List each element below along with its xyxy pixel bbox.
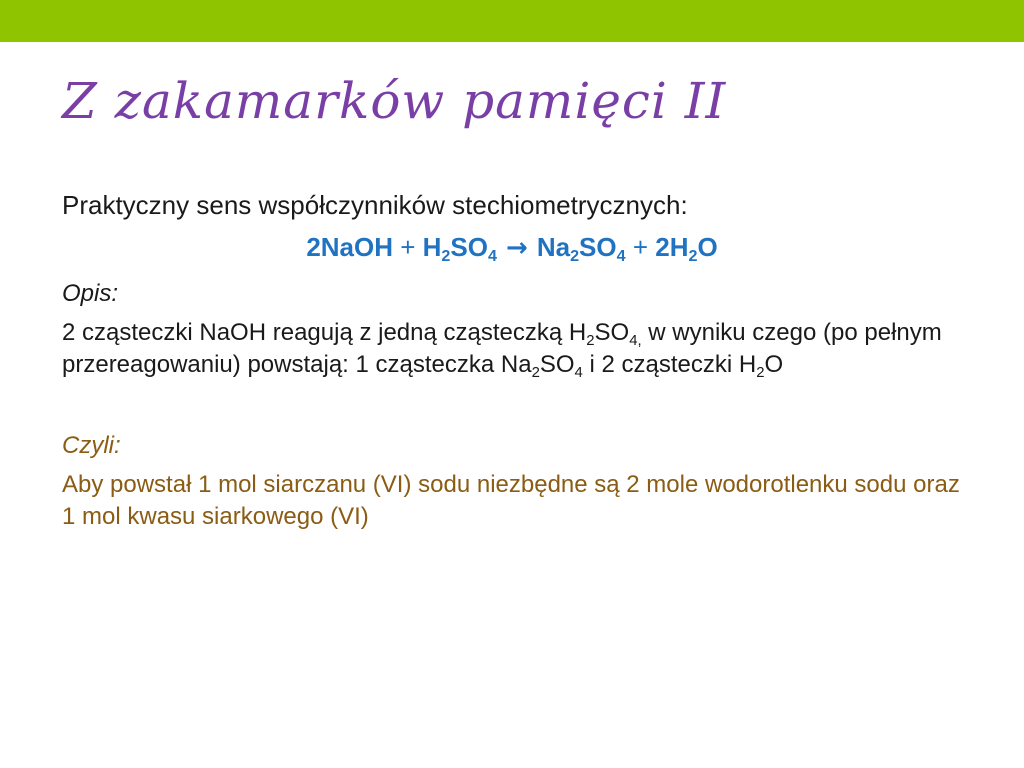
opis-part: 2 cząsteczki NaOH reagują z jedną cząsteczką H [62, 319, 587, 346]
eq-subscript: 4 [487, 247, 497, 266]
opis-paragraph [62, 317, 962, 381]
opis-part: SO [594, 319, 630, 346]
eq-subscript: 2 [441, 247, 451, 266]
slide-content [62, 188, 962, 533]
top-accent-bar [0, 0, 1024, 42]
opis-part: SO [539, 351, 575, 378]
reaction-arrow-icon: → [496, 233, 537, 263]
opis-subscript: 2 [586, 332, 595, 349]
eq-subscript: 2 [688, 247, 698, 266]
eq-part: SO [450, 232, 488, 262]
opis-part: i 2 cząsteczki H [582, 351, 757, 378]
opis-part: w wyniku czego (po pełnym przereagowaniu) powstają: 1 cząsteczka Na [62, 319, 942, 378]
slide-title: Z zakamarków pamięci II [62, 72, 727, 130]
czyli-label: Czyli: [62, 432, 121, 459]
chemical-equation [62, 230, 962, 265]
eq-plus: + [625, 232, 656, 262]
opis-label: Opis: [62, 280, 119, 307]
eq-subscript: 4 [616, 247, 626, 266]
eq-part: Na [536, 232, 571, 262]
eq-part: H [415, 232, 442, 262]
opis-part: O [764, 351, 784, 378]
opis-subscript: 2 [531, 364, 540, 381]
czyli-paragraph: Aby powstał 1 mol siarczanu (VI) sodu niezbędne są 2 mole wodorotlenku sodu oraz 1 mol kwasu siarkowego (VI) [62, 471, 960, 530]
eq-part: 2H [655, 232, 689, 262]
opis-subscript: 4, [629, 332, 642, 349]
eq-part: O [697, 232, 718, 262]
eq-part: SO [579, 232, 617, 262]
czyli-section [62, 431, 962, 533]
eq-plus: + [400, 232, 416, 262]
eq-part: 2NaOH [306, 232, 401, 262]
eq-subscript: 2 [570, 247, 580, 266]
opis-subscript: 4 [574, 364, 583, 381]
opis-subscript: 2 [756, 364, 765, 381]
intro-text: Praktyczny sens współczynników stechiometrycznych: [62, 190, 688, 220]
